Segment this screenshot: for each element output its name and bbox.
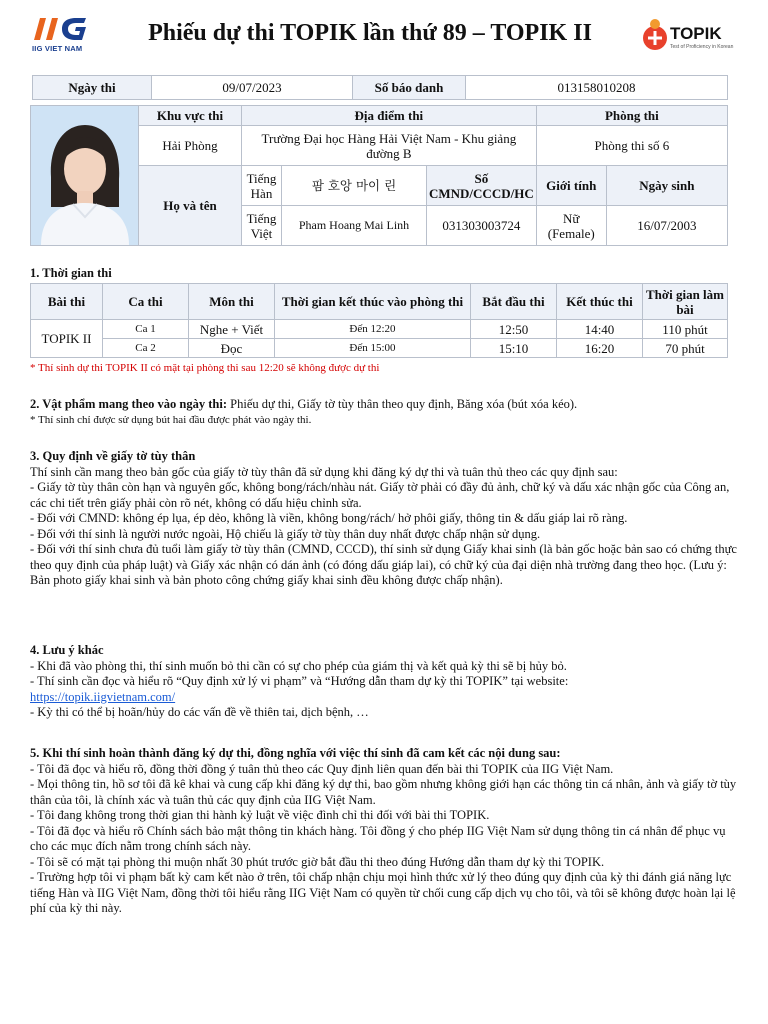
topik-website-link[interactable]: https://topik.iigvietnam.com/ (30, 689, 176, 704)
gender-label: Giới tính (536, 166, 606, 206)
section-2-heading: 2. Vật phẩm mang theo vào ngày thi: (30, 397, 228, 411)
schedule-session: Ca 2 (103, 339, 189, 358)
exam-date-label: Ngày thi (33, 76, 152, 100)
section-2-text: Phiếu dự thi, Giấy tờ tùy thân theo quy định, Băng xóa (bút xóa kéo). (227, 397, 578, 411)
late-arrival-note: * Thí sinh dự thi TOPIK II có mặt tại phòng thi sau 12:20 sẽ không được dự thi (30, 362, 380, 374)
gender-value: Nữ (Female) (536, 206, 606, 246)
exam-room-value: Phòng thi số 6 (536, 126, 727, 166)
id-card-label: Số CMND/CCCD/HC (427, 166, 537, 206)
list-item: - Đối với thí sinh chưa đủ tuổi làm giấy tờ tùy thân (CMND, CCCD), thí sinh sử dụng Giấy khai sinh (là bản gốc hoặc bản sao có chứng thực theo quy định của pháp luật) và Giấy xác nhận có dán ảnh (có đóng dấu giáp lai), có chữ ký của đại diện nhà trường đang theo học. (Lưu ý: Bản photo giấy khai sinh và bản photo công chứng giấy khai sinh đều không được chấp nhận). (30, 542, 737, 587)
section-3-intro: Thí sinh cần mang theo bản gốc của giấy tờ tùy thân đã sử dụng khi đăng ký dự thi và tuân thủ theo các quy định sau: (30, 464, 618, 479)
schedule-col-duration: Thời gian làm bài (643, 284, 728, 320)
date-of-birth-label: Ngày sinh (606, 166, 727, 206)
candidate-number-value: 013158010208 (466, 76, 728, 100)
schedule-session: Ca 1 (103, 320, 189, 339)
schedule-col-subject: Môn thi (189, 284, 275, 320)
korean-name-value: 팜 호앙 마이 린 (282, 166, 427, 206)
vietnamese-name-value: Pham Hoang Mai Linh (282, 206, 427, 246)
list-item: - Tôi sẽ có mặt tại phòng thi muộn nhất 30 phút trước giờ bắt đầu thi theo đúng Hướng dẫn tham dự kỳ thi TOPIK. (30, 854, 605, 869)
section-3-heading: 3. Quy định về giấy tờ tùy thân (30, 449, 196, 463)
schedule-header-row (31, 284, 728, 320)
section-2 (30, 397, 740, 428)
schedule-duration: 70 phút (643, 339, 728, 358)
schedule-col-end: Kết thúc thi (557, 284, 643, 320)
topik-logo (640, 15, 736, 57)
candidate-photo (31, 106, 139, 246)
topik-logo-tagline: Test of Proficiency in Korean (670, 44, 734, 50)
list-item: - Tôi đã đọc và hiểu rõ Chính sách bảo mật thông tin khách hàng. Tôi đồng ý cho phép IIG Việt Nam sử dụng thông tin cá nhân để phục vụ cho các mục đích nằm trong chính sách này. (30, 823, 726, 853)
schedule-entry-deadline: Đến 12:20 (275, 320, 471, 339)
list-item: - Tôi đã đọc và hiểu rõ, đồng thời đồng ý tuân thủ theo các Quy định liên quan đến bài thi TOPIK của IIG Việt Nam. (30, 761, 614, 776)
section-5 (30, 746, 740, 917)
list-item: - Giấy tờ tùy thân còn hạn và nguyên gốc, không bong/rách/nhàu nát. Giấy tờ phải có đầy đủ ảnh, chữ ký và dấu xác nhận gốc của Công an, các chi tiết trên giấy phải còn rõ nét, không có dấu hiệu chỉnh sửa. (30, 480, 730, 510)
schedule-col-start: Bắt đầu thi (471, 284, 557, 320)
schedule-start: 15:10 (471, 339, 557, 358)
full-name-label: Họ và tên (139, 166, 242, 246)
schedule-end: 14:40 (557, 320, 643, 339)
date-of-birth-value: 16/07/2003 (606, 206, 727, 246)
schedule-col-entry-deadline: Thời gian kết thúc vào phòng thi (275, 284, 471, 320)
iig-logo-mark-icon (32, 16, 88, 42)
list-item: - Trường hợp tôi vi phạm bất kỳ cam kết nào ở trên, tôi chấp nhận chịu mọi hình thức xử lý theo đúng quy định của kỳ thi đánh giá năng lực tiếng Hàn và IIG Việt Nam, đồng thời tôi hiểu rằng IIG Việt Nam có quyền từ chối cung cấp dịch vụ cho tôi, và tôi sẽ không được hoàn lại lệ phí của kỳ thi này. (30, 870, 736, 915)
schedule-col-exam: Bài thi (31, 284, 103, 320)
schedule-start: 12:50 (471, 320, 557, 339)
schedule-subject: Đọc (189, 339, 275, 358)
candidate-number-label: Số báo danh (353, 76, 466, 100)
table-row (31, 339, 728, 358)
list-item: - Mọi thông tin, hồ sơ tôi đã kê khai và cung cấp khi đăng ký dự thi, bao gồm nhưng không giới hạn các thông tin cá nhân, ảnh và giấy tờ tùy thân của tôi, là chính xác và tuân thủ các quy định của IIG Việt Nam. (30, 777, 737, 807)
exam-region-label: Khu vực thi (139, 106, 242, 126)
section-1-heading: 1. Thời gian thi (30, 266, 112, 280)
schedule-exam-name: TOPIK II (31, 320, 103, 358)
section-1 (30, 266, 740, 282)
list-item: - Thí sinh cần đọc và hiểu rõ “Quy định xử lý vi phạm” và “Hướng dẫn tham dự kỳ thi TOPIK” tại website: (30, 674, 569, 688)
list-item: - Đối với CMND: không ép lụa, ép dẻo, không là viền, không bong/rách/ hở phôi giấy, thông tin & dấu giáp lai rõ ràng. (30, 511, 628, 525)
schedule-col-session: Ca thi (103, 284, 189, 320)
section-5-heading: 5. Khi thí sinh hoàn thành đăng ký dự thi, đồng nghĩa với việc thí sinh đã cam kết các nội dung sau: (30, 746, 561, 760)
iig-logo-text: IIG VIET NAM (32, 44, 83, 53)
candidate-photo-image (33, 107, 137, 245)
schedule-duration: 110 phút (643, 320, 728, 339)
exam-room-label: Phòng thi (536, 106, 727, 126)
page-title: Phiếu dự thi TOPIK lần thứ 89 – TOPIK II (148, 20, 592, 46)
topik-logo-text: TOPIK (670, 24, 722, 43)
list-item: - Khi đã vào phòng thi, thí sinh muốn bỏ thi cần có sự cho phép của giám thị và kết quả kỳ thi sẽ bị hủy bỏ. (30, 658, 567, 673)
topik-logo-mark-icon (640, 17, 670, 53)
vietnamese-name-label: Tiếng Việt (242, 206, 282, 246)
list-item: - Đối với thí sinh là người nước ngoài, Hộ chiếu là giấy tờ tùy thân duy nhất được chấp nhận sử dụng. (30, 526, 541, 541)
schedule-end: 16:20 (557, 339, 643, 358)
summary-table (32, 75, 728, 100)
list-item: - Tôi đang không trong thời gian thi hành kỷ luật về việc đình chỉ thi đối với bài thi TOPIK. (30, 808, 490, 822)
section-3 (30, 449, 740, 589)
exam-region-value: Hải Phòng (139, 126, 242, 166)
schedule-subject: Nghe + Viết (189, 320, 275, 339)
candidate-info-table (30, 105, 728, 246)
section-4 (30, 643, 740, 721)
iig-logo (32, 16, 88, 54)
korean-name-label: Tiếng Hàn (242, 166, 282, 206)
schedule-entry-deadline: Đến 15:00 (275, 339, 471, 358)
id-card-value: 031303003724 (427, 206, 537, 246)
exam-schedule-table (30, 283, 728, 358)
exam-location-value: Trường Đại học Hàng Hải Việt Nam - Khu giảng đường B (242, 126, 537, 166)
table-row (31, 320, 728, 339)
list-item: - Kỳ thi có thể bị hoãn/hủy do các vấn đề về thiên tai, dịch bệnh, … (30, 705, 369, 719)
section-2-note: * Thí sinh chỉ được sử dụng bút hai đầu được phát vào ngày thi. (30, 413, 312, 426)
exam-location-label: Địa điểm thi (242, 106, 537, 126)
section-4-heading: 4. Lưu ý khác (30, 643, 104, 657)
exam-date-value: 09/07/2023 (152, 76, 353, 100)
